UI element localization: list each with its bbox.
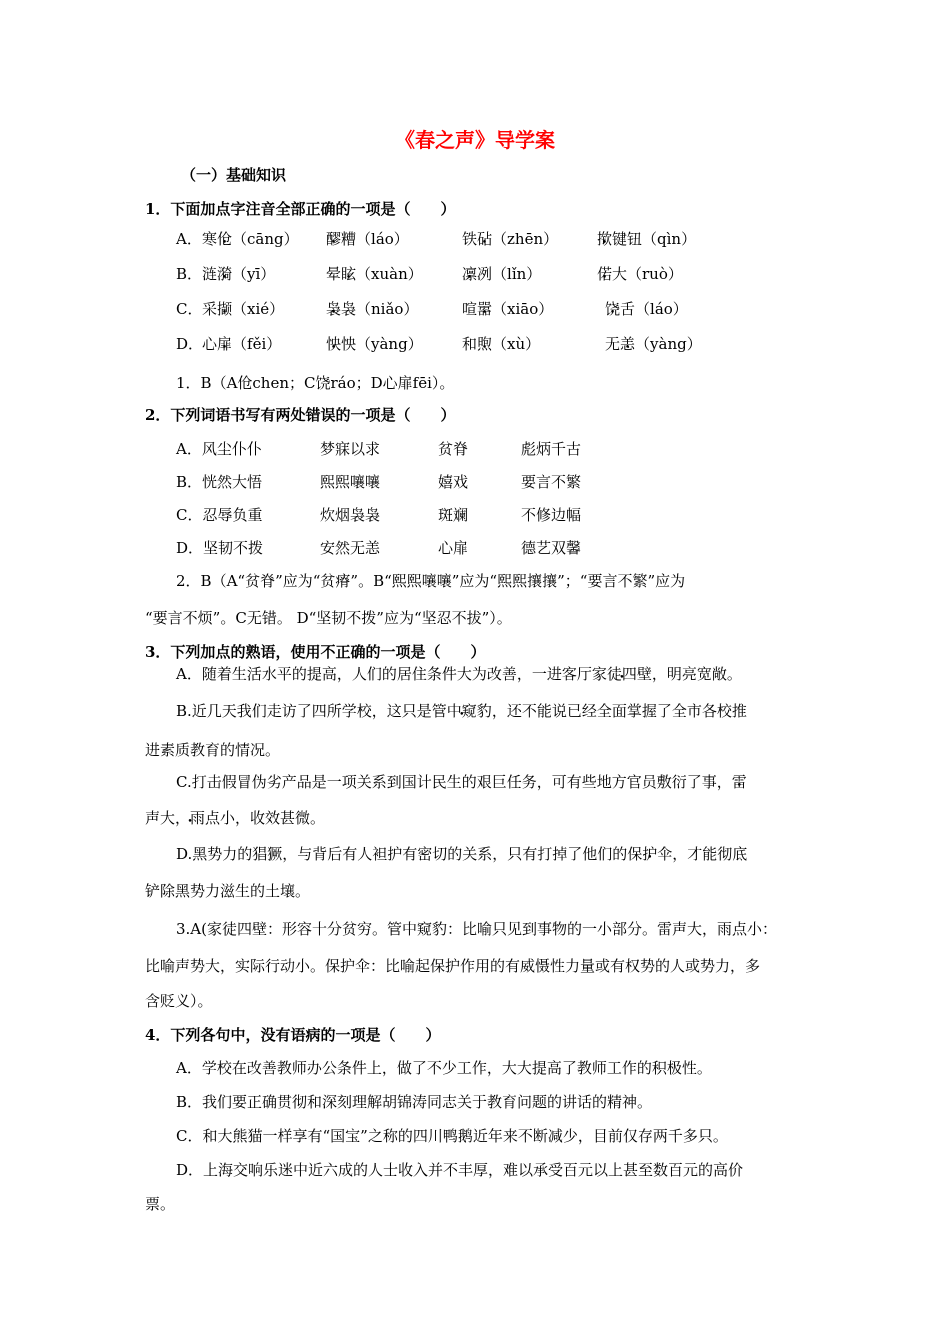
pinyin-item: 袅 •袅（niǎo） (326, 298, 418, 319)
word-item: 贫脊 (438, 440, 469, 458)
pinyin-item: 怏 •怏（yàng） (326, 333, 423, 354)
word-item: 炊烟袅袅 (320, 506, 381, 524)
question-3-answer-line: 含贬义）。 (145, 992, 213, 1010)
question-3-answer-line: 3.A(家徒四壁：形容十分贫穷。管中窥豹：比喻只见到事物的一小部分。雷声大，雨点小： (176, 920, 778, 938)
pinyin-item: 偌 •大（ruò） (597, 263, 683, 284)
word-item: 安然无恙 (320, 539, 381, 557)
option-label: B． (176, 265, 203, 283)
pinyin-item: 喧嚣 •（xiāo） (462, 298, 553, 319)
option-label: C． (176, 300, 203, 318)
question-4-option-b: B．我们要正确贯彻和深刻理解胡锦涛同志关于教育问题的讲话的精神。 (176, 1093, 653, 1111)
question-3-option-b: B.近几天我们走访了四所学校，这只是管中窥豹 •，还不能说已经全面掌握了全市各校推 (176, 700, 747, 721)
pinyin-item: 醪 •糟（láo） (326, 228, 409, 249)
question-3-option-c-cont: 声大，雨点小 •，收效甚微。 (145, 807, 325, 828)
word-item: C．忍辱负重 (176, 506, 263, 524)
question-4-option-a: A．学校在改善教师办公条件上，做了不少工作，大大提高了教师工作的积极性。 (176, 1059, 712, 1077)
pinyin-item: 涟漪 •（yī） (202, 263, 275, 284)
pinyin-item: 揿 •键钮（qìn） (597, 228, 696, 249)
pinyin-item: 采撷 •（xié） (202, 298, 284, 319)
word-item: 嬉戏 (438, 473, 469, 491)
pinyin-item: 心扉 •（fěi） (202, 333, 281, 354)
pinyin-item: 寒伧 •（cāng） (202, 228, 299, 249)
question-1-answer: 1．B（A伧chen；C饶ráo；D心扉fēi）。 (176, 374, 455, 392)
word-item: A．风尘仆仆 (176, 440, 262, 458)
section-heading: （一）基础知识 (181, 166, 287, 184)
question-4-option-d: D．上海交响乐迷中近六成的人士收入并不丰厚，难以承受百元以上甚至数百元的高价 (176, 1161, 744, 1179)
question-3-option-d-cont: 铲除黑势力滋生的土壤。 (145, 882, 311, 900)
question-2-answer-line: “要言不烦”。C无错。 D“坚韧不拨”应为“坚忍不拔”）。 (145, 609, 512, 627)
pinyin-item: 铁砧 •（zhēn） (462, 228, 558, 249)
word-item: 心扉 (438, 539, 469, 557)
question-2-answer-line: 2．B（A“贫脊”应为“贫瘠”。B“熙熙嚷嚷”应为“熙熙攘攘”；“要言不繁”应为 (176, 572, 686, 590)
document-title: 《春之声》导学案 (395, 128, 555, 152)
question-3-option-d: D.黑势力的猖獗，与背后有人袒护有密切的关系，只有打掉了他们的保护伞 •，才能彻底 (176, 843, 747, 864)
word-item: 熙熙嚷嚷 (320, 473, 381, 491)
question-3-option-c: C.打击假冒伪劣产品是一项关系到国计民生的艰巨任务，可有些地方官员敷衍了事，雷 • (176, 771, 747, 792)
word-item: 斑斓 (438, 506, 469, 524)
pinyin-item: 和煦 •（xù） (462, 333, 540, 354)
option-label: D． (176, 335, 204, 353)
option-label: A． (176, 230, 202, 248)
question-3-option-b-cont: 进素质教育的情况。 (145, 741, 281, 759)
pinyin-item: 无恙 •（yàng） (605, 333, 702, 354)
question-1-stem: 1．下面加点字注音全部正确的一项是（ ） (145, 200, 456, 218)
question-2-stem: 2．下列词语书写有两处错误的一项是（ ） (145, 406, 456, 424)
word-item: 不修边幅 (521, 506, 582, 524)
word-item: B．恍然大悟 (176, 473, 263, 491)
word-item: 梦寐以求 (320, 440, 381, 458)
word-item: 彪炳千古 (521, 440, 582, 458)
word-item: 要言不繁 (521, 473, 582, 491)
question-3-option-a: A．随着生活水平的提高，人们的居住条件大为改善，一进客厅家徒四壁 •，明亮宽敞。 (176, 663, 742, 684)
question-4-option-d-cont: 票。 (145, 1195, 176, 1213)
word-item: D．坚韧不拨 (176, 539, 264, 557)
question-3-stem: 3．下列加点的熟语，使用不正确的一项是（ ） (145, 643, 486, 661)
question-4-option-c: C．和大熊猫一样享有“国宝”之称的四川鸭鹅近年来不断减少，目前仅存两千多只。 (176, 1127, 728, 1145)
pinyin-item: 饶 •舌（láo） (605, 298, 688, 319)
question-4-stem: 4．下列各句中，没有语病的一项是（ ） (145, 1026, 441, 1044)
pinyin-item: 晕眩 •（xuàn） (326, 263, 423, 284)
word-item: 德艺双馨 (521, 539, 582, 557)
question-3-answer-line: 比喻声势大，实际行动小。保护伞：比喻起保护作用的有威慑性力量或有权势的人或势力，多 (145, 957, 761, 975)
pinyin-item: 凛 •冽（lǐn） (462, 263, 541, 284)
